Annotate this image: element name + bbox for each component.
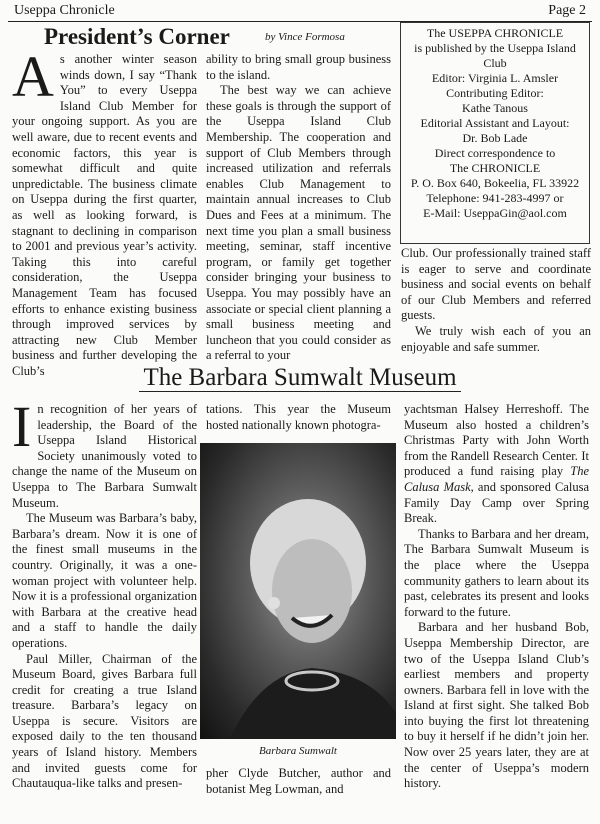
museum-article-title: [0, 364, 600, 392]
portrait-earring: [268, 597, 280, 609]
publication-name: Useppa Chronicle: [14, 3, 115, 18]
article-paragraph: pher Clyde Butcher, author and botanist Meg Lowman, and: [206, 766, 391, 796]
masthead-line: Editor: Virginia L. Amsler: [431, 71, 559, 85]
masthead-box: [400, 22, 590, 244]
presidents-corner-column-3: [401, 246, 591, 355]
museum-column-3: [404, 402, 589, 792]
article-paragraph: yachtsman Halsey Herreshoff. The Museum also hosted a children’s Christmas Party with John Worth from the Randell Research Center. It produced a fund raising play: [404, 402, 589, 479]
article-paragraph: Barbara and her husband Bob, Useppa Membership Director, are two of the Useppa Island Club’s earliest members and property owners. Barbara fell in love with the Island at first sight. She talked Bob into buying the first lot threatening to buy it herself if he didn’t join her. Now over 25 years later, they are at the center of Useppa’s modern history.: [404, 620, 589, 791]
museum-column-2-bottom: [206, 766, 391, 797]
masthead-line: The USEPPA CHRONICLE: [426, 26, 564, 40]
presidents-corner-column-2: [206, 52, 391, 364]
barbara-sumwalt-photo: [200, 443, 396, 739]
article-paragraph: ability to bring small group business to the island.: [206, 52, 391, 82]
masthead-line: Dr. Bob Lade: [462, 131, 528, 145]
masthead-line: Direct correspondence to: [434, 146, 556, 160]
masthead-line: Telephone: 941-283-4997 or: [426, 191, 564, 205]
page-number: Page 2: [548, 3, 586, 18]
play-title: The Calusa Mask: [404, 464, 589, 494]
article-paragraph: We truly wish each of you an enjoyable and safe summer.: [401, 323, 591, 354]
article-paragraph: n recognition of her years of leadership, the Board of the Useppa Island Historical Society unanimously voted to change the name of the Museum on Useppa to The Barbara Sumwalt Museum.: [12, 402, 197, 510]
masthead-line: Contributing Editor:: [446, 86, 544, 100]
masthead-line: The CHRONICLE: [449, 161, 541, 175]
article-paragraph: Club. Our professionally trained staff is eager to serve and coordinate business and social events on behalf of our Club Members and referred guests.: [401, 246, 591, 323]
drop-cap: A: [12, 44, 54, 109]
drop-cap: I: [12, 394, 32, 459]
article-paragraph: tations. This year the Museum hosted nationally known photogra-: [206, 402, 391, 432]
masthead-line: is published by the Useppa Island Club: [414, 41, 576, 70]
portrait-illustration: [200, 443, 396, 739]
museum-column-2-top: [206, 402, 391, 433]
article-paragraph: The Museum was Barbara’s baby, Barbara’s dream. Now it is one of the finest small museums in the country. Originally, it was a one-woman project with volunteer help. Now it is a professional organization with Barbara at the creative head and a staff to handle the daily operations.: [12, 511, 197, 650]
photo-caption: Barbara Sumwalt: [259, 745, 337, 757]
masthead-line: Kathe Tanous: [462, 101, 528, 115]
presidents-corner-column-1: [12, 44, 197, 379]
museum-title-text: The Barbara Sumwalt Museum: [139, 364, 460, 392]
article-paragraph: Paul Miller, Chairman of the Museum Board, gives Barbara full credit for creating a true Island treasure. Barbara’s legacy on Useppa is secure. Visitors are exposed daily to the ten thousand years of Island history. Members and invited guests come for Chautauqua-like talks and presen-: [12, 651, 197, 791]
masthead-line: Editorial Assistant and Layout:: [420, 116, 570, 130]
presidents-corner-byline: by Vince Formosa: [265, 31, 345, 43]
article-paragraph: Thanks to Barbara and her dream, The Barbara Sumwalt Museum is the place where the Useppa community gathers to learn about its past, celebrates its present and looks forward to the future.: [404, 526, 589, 619]
article-paragraph: s another winter season winds down, I say “Thank You” to every Useppa Island Club Member for your ongoing support. As you are well aware, due to recent events and economic factors, this year is somewhat difficult and quite unpredictable. The business climate on Useppa during the first quarter, as well as looking forward, is stagnant to declining in comparison to 2001 and previous year’s activity. Taking this into careful consideration, the Useppa Management Team has focused efforts to enhance existing business through improved services by attracting new Club Member business and further developing the Club’s: [12, 52, 197, 378]
museum-column-1: [12, 394, 197, 792]
presidents-corner-title: President’s Corner: [44, 24, 230, 49]
article-paragraph: The best way we can achieve these goals is through the support of the Useppa Island Club Membership. The cooperation and support of Club Members through increased utilization and referrals enables Club Management to maintain annual increases to Club Dues and Fees at a minimum. The next time you plan a small business meeting, seminar, staff incentive program, or family get together consider bringing your business to Useppa. You may possibly have an associate or special client planning a small business meeting and luncheon that you could consider as a referral to your: [206, 83, 391, 363]
portrait-clothing: [230, 668, 396, 739]
article-paragraph: , and sponsored Calusa Family Day Camp over Spring Break.: [404, 479, 589, 526]
masthead-line: E-Mail: UseppaGin@aol.com: [423, 206, 567, 220]
masthead-line: P. O. Box 640, Bokeelia, FL 33922: [410, 176, 580, 190]
